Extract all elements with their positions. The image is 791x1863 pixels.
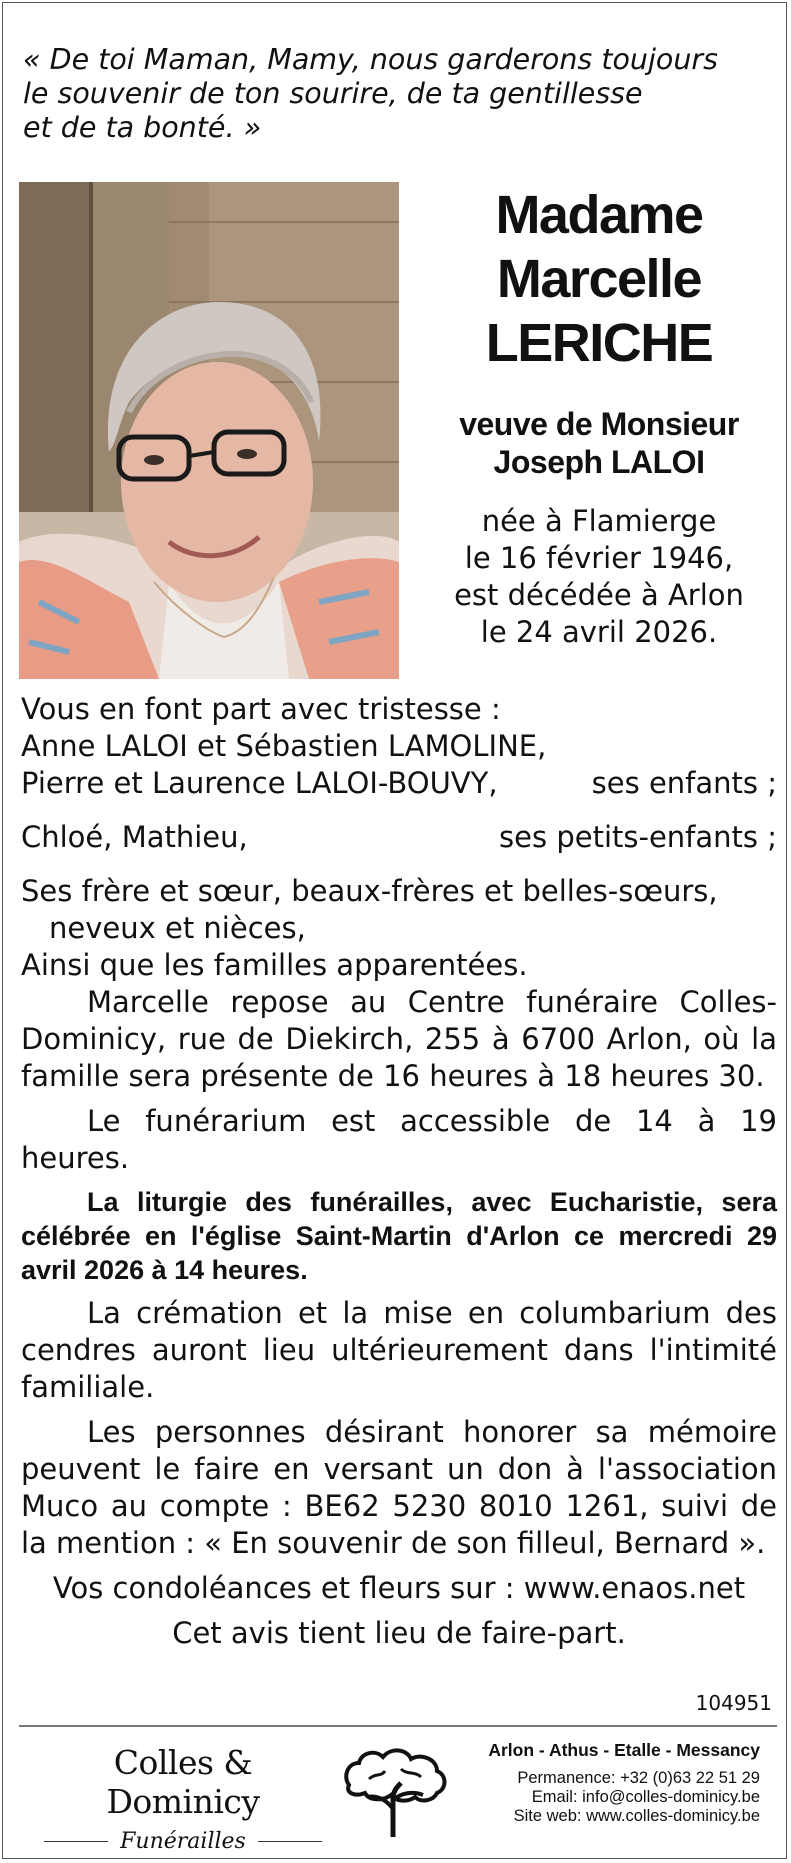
announcement-intro: Vous en font part avec tristesse : (21, 692, 501, 726)
footer-divider (19, 1725, 777, 1727)
spouse-info (403, 405, 791, 481)
locations-line: Arlon - Athus - Etalle - Messancy (488, 1740, 760, 1760)
children-role: ses enfants ; (591, 766, 777, 800)
deceased-title: Madame (495, 185, 703, 245)
birth-line: le 24 avril 2026. (480, 615, 718, 649)
cremation-paragraph: La crémation et la mise en columbarium des cendres auront lieu ultérieurement dans l'intimité familiale. (21, 1296, 777, 1404)
birth-line: est décédée à Arlon (454, 578, 744, 612)
deceased-header (403, 183, 791, 651)
condolences-line: Vos condoléances et fleurs sur : www.enaos.net (52, 1571, 746, 1605)
siblings-line: Ses frère et sœur, beaux-frères et belles-sœurs, (21, 874, 718, 908)
deceased-first-name: Marcelle (496, 249, 702, 309)
families-line: Ainsi que les familles apparentées. (21, 948, 528, 982)
obituary-notice (2, 2, 787, 1859)
birth-line: née à Flamierge (481, 504, 717, 538)
brand-name: Colles & Dominicy (106, 1743, 260, 1821)
quote-line: le souvenir de ton sourire, de ta gentillesse (23, 77, 643, 110)
liturgy-paragraph: La liturgie des funérailles, avec Eucharistie, sera célébrée en l'église Saint-Martin d'Arlon ce mercredi 29 avril 2026 à 14 heures. (21, 1187, 777, 1285)
permanence-phone: Permanence: +32 (0)63 22 51 29 (517, 1769, 760, 1787)
grandchildren-names: Chloé, Mathieu, (21, 820, 248, 854)
grandchildren-role: ses petits-enfants ; (499, 820, 777, 854)
rest-paragraph: Marcelle repose au Centre funéraire Colles-Dominicy, rue de Diekirch, 255 à 6700 Arlon, où la famille sera présente de 16 heures à 18 heures 30. (21, 985, 777, 1093)
donation-paragraph: Les personnes désirant honorer sa mémoire peuvent le faire en versant un don à l'association Muco au compte : BE62 5230 8010 1261, suivi de la mention : « En souvenir de son filleul, Bernard ». (21, 1415, 777, 1560)
divider (44, 1841, 108, 1843)
quote-line: « De toi Maman, Mamy, nous garderons toujours (23, 43, 718, 76)
spouse-line: Joseph LALOI (493, 444, 705, 480)
spouse-line: veuve de Monsieur (459, 406, 739, 442)
notice-body (21, 691, 777, 1652)
funeral-home-contact (488, 1740, 760, 1826)
children-line: Pierre et Laurence LALOI-BOUVY, (21, 766, 498, 800)
contact-email: Email: info@colles-dominicy.be (531, 1788, 760, 1806)
faire-part-line: Cet avis tient lieu de faire-part. (172, 1616, 626, 1650)
divider (258, 1841, 322, 1843)
reference-number: 104951 (695, 1691, 772, 1715)
deceased-last-name: LERICHE (485, 313, 713, 373)
memorial-quote (23, 43, 783, 145)
quote-line: et de ta bonté. » (23, 111, 262, 144)
grandchildren-row (21, 819, 777, 856)
brand-sub-text: Funérailles (120, 1829, 246, 1854)
portrait-photo (19, 182, 399, 679)
hours-paragraph: Le funérarium est accessible de 14 à 19 heures. (21, 1104, 777, 1175)
siblings-line: neveux et nièces, (49, 911, 306, 945)
brand-subtitle (33, 1829, 333, 1854)
children-line: Anne LALOI et Sébastien LAMOLINE, (21, 729, 547, 763)
contact-website: Site web: www.colles-dominicy.be (513, 1807, 760, 1825)
children-row (21, 765, 777, 802)
funeral-home-brand (33, 1743, 333, 1854)
tree-icon (341, 1739, 451, 1843)
birth-death-info (403, 503, 791, 651)
birth-line: le 16 février 1946, (464, 541, 734, 575)
